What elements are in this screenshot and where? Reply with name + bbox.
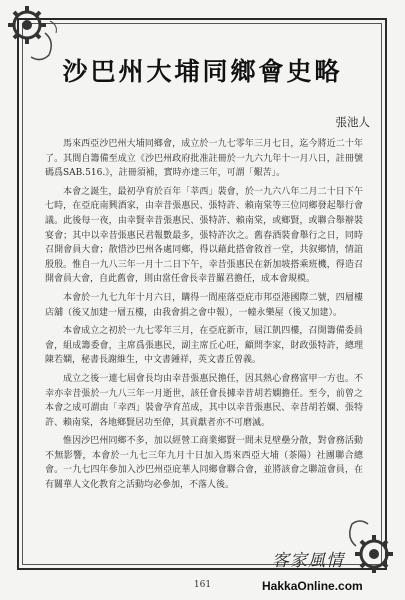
author-name: 張池人	[335, 115, 370, 129]
paragraph: 本會成立之初於一九七零年三月，在亞庇新市，屆江凱四樓，召開籌備委員會，組成籌委會，主席爲張惠民，副主席丘心旺，顧問李家，財政張特許，總理陳若嫻，秘書長謝維生，中文書鍾祥，英文書丘曾義。	[45, 326, 363, 366]
article-body	[45, 137, 363, 497]
gear-ornament-icon	[338, 518, 398, 580]
paragraph: 成立之後一連七屆會長均由幸昔張惠民擔任，因其熱心會務富甲一方也。不幸亦幸昔張於一九八三年一月逝世，該任會長據幸昔胡若嫻擔任。至今，前曾之本會之成可謂由「幸西」裝會孕育茁成，其中以幸昔張惠民、幸昔胡若嫻、張特許、賴南棠，各地鄉賢居功至偉，其貢獻者亦不可磨滅。	[45, 373, 363, 428]
paragraph: 馬來西亞沙巴州大埔同鄉會，成立於一九七零年三月七日，迄今將近二十年了。其間自籌備至成立《沙巴州政府批准註冊於一九六九年十一月八日，註冊號碼爲SAB.516.》，註冊須補，實時亦達三年，可謂「艱苦」。	[45, 139, 363, 179]
page-title: 沙巴州大埔同鄉會史略	[62, 57, 343, 86]
paragraph: 本會之誕生，最初孕育於百年「莘西」裝會，於一九六八年二月二十日下午七時，在亞庇南興酒家，由幸昔張惠民、張特許、賴南棠等三位同鄉發起舉行會議。此後每一夜，由幸賢幸昔張惠民、張特許、賴南棠，或鄉賢，或聯合舉辦裝宴會；其中以幸昔張惠民君報數最多，張特許次之。舊春酒裝會舉行之日，同時召開會員大會；散惜沙巴州各處同鄉，得以藉此搭會敘首一堂，共叙鄉情，情誼殷殷。惟自一九八三年一月十二日下午，幸昔張惠民在新加坡搭乘班機，得造召開會員大會，自此舊會，則由當任會長幸昔羅君擔任，成本會規模。	[45, 186, 363, 285]
paragraph: 惟因沙巴州同鄉不多，加以經營工商業鄉賢一間未見壁壘分散，對會務活動不無影響，本會於一九七三年九月十日加入馬來西亞大埔（茶陽）社團聯合總會。一九七四年參加入沙巴州亞庇華人同鄉會聯合會，並將該會之聯誼會員，在有關華人文化教育之活動均必參加，不落人後。	[45, 436, 363, 491]
paragraph: 本會於一九七九年十月六日，購得一間座落亞庇市邦亞港國際二號，四層樓店舖（後又加建一層五樓，由我會捐之會中報），一幢永樂屋（後又加建）。	[45, 292, 363, 318]
page-number: 161	[193, 580, 212, 590]
watermark-script: 客家風情	[272, 551, 344, 571]
watermark-url: HakkaOnline.com	[262, 579, 363, 593]
